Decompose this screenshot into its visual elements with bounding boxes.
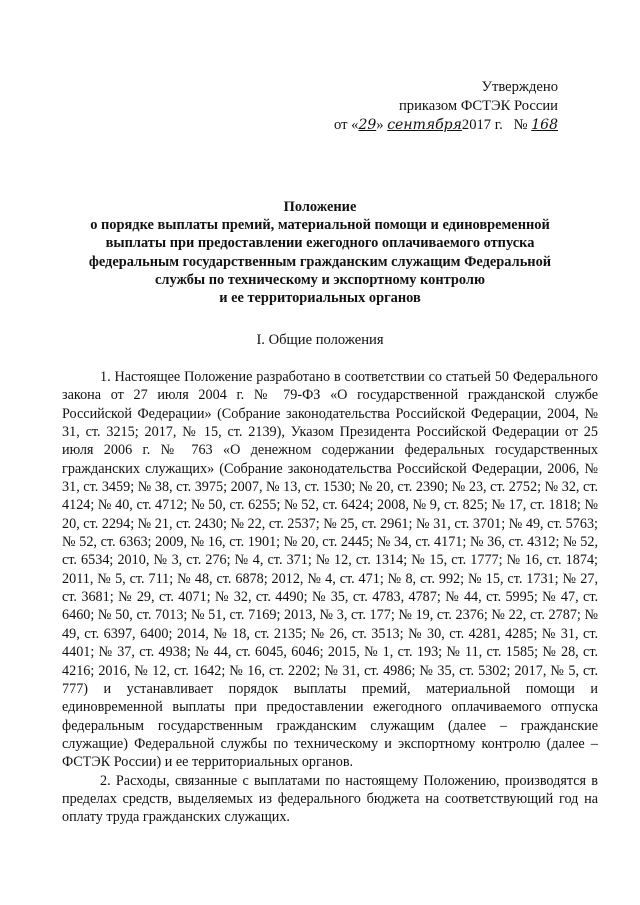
document-body xyxy=(62,368,598,827)
paragraph-2: 2. Расходы, связанные с выплатами по настоящему Положению, производятся в пределах средств, выделяемых из федерального бюджета на соответствующий год на оплату труда гражданских служащих. xyxy=(62,772,598,826)
title-line-6: и ее территориальных органов xyxy=(219,290,421,307)
approval-stamp xyxy=(298,78,558,135)
paragraph-1: 1. Настоящее Положение разработано в соответствии со статьей 50 Федерального закона от 27 июля 2004 г. № 79-ФЗ «О государственной гражданской службе Российской Федерации» (Собрание законодательства Российской Федерации, 2004, № 31, ст. 3215; 2017, № 15, ст. 2139), Указом Президента Российской Федерации от 25 июля 2006 г. № 763 «О денежном содержании федеральных государственных гражданских служащих» (Собрание законодательства Российской Федерации, 2006, № 31, ст. 3459; № 38, ст. 3975; 2007, № 13, ст. 1530; № 20, ст. 2390; № 23, ст. 2752; № 32, ст. 4124; № 40, ст. 4712; № 50, ст. 6255; № 52, ст. 6424; 2008, № 9, ст. 825; № 17, ст. 1818; № 20, ст. 2294; № 21, ст. 2430; № 22, ст. 2537; № 25, ст. 2961; № 31, ст. 3701; № 49, ст. 5763; № 52, ст. 6363; 2009, № 16, ст. 1901; № 20, ст. 2445; № 34, ст. 4171; № 36, ст. 4312; № 52, ст. 6534; 2010, № 3, ст. 276; № 4, ст. 371; № 12, ст. 1314; № 15, ст. 1777; № 16, ст. 1874; 2011, № 5, ст. 711; № 48, ст. 6878; 2012, № 4, ст. 471; № 8, ст. 992; № 15, ст. 1731; № 27, ст. 3681; № 29, ст. 4071; № 32, ст. 4490; № 35, ст. 4783, 4787; № 44, ст. 5995; № 47, ст. 6460; № 50, ст. 7013; № 51, ст. 7169; 2013, № 3, ст. 177; № 19, ст. 2376; № 22, ст. 2787; № 49, ст. 6397, 6400; 2014, № 18, ст. 2135; № 26, ст. 3513; № 30, ст. 4281, 4285; № 31, ст. 4401; № 37, ст. 4938; № 44, ст. 6045, 6046; 2015, № 1, ст. 193; № 11, ст. 1585; № 28, ст. 4216; 2016, № 12, ст. 1642; № 16, ст. 2202; № 31, ст. 4986; № 35, ст. 5302; 2017, № 5, ст. 777) и устанавливает порядок выплаты премий, материальной помощи и единовременной выплаты при предоставлении ежегодного оплачиваемого отпуска федеральным государственным гражданским служащим (далее – гражданские служащие) Федеральной службы по техническому и экспортному контролю (далее – ФСТЭК России) и ее территориальных органов. xyxy=(62,369,598,771)
handwritten-number: 168 xyxy=(531,117,558,133)
number-prefix: № xyxy=(513,117,528,133)
document-title xyxy=(60,198,580,307)
approval-date-line xyxy=(298,116,558,135)
title-line-2: о порядке выплаты премий, материальной помощи и единовременной xyxy=(90,217,550,234)
section-heading: I. Общие положения xyxy=(256,332,384,348)
handwritten-day: 29 xyxy=(358,117,377,133)
date-prefix: от « xyxy=(334,117,359,133)
title-line-1: Положение xyxy=(283,199,357,215)
title-line-5: службы по техническому и экспортному контролю xyxy=(155,271,485,288)
date-year: 2017 г. xyxy=(461,117,503,133)
handwritten-month: сентября xyxy=(387,117,462,133)
title-line-3: выплаты при предоставлении ежегодного оплачиваемого отпуска xyxy=(105,235,535,252)
date-day-close: » xyxy=(376,117,384,133)
approval-order: приказом ФСТЭК России xyxy=(398,98,558,114)
approval-label: Утверждено xyxy=(481,79,558,95)
title-line-4: федеральным государственным гражданским служащим Федеральной xyxy=(88,253,552,270)
